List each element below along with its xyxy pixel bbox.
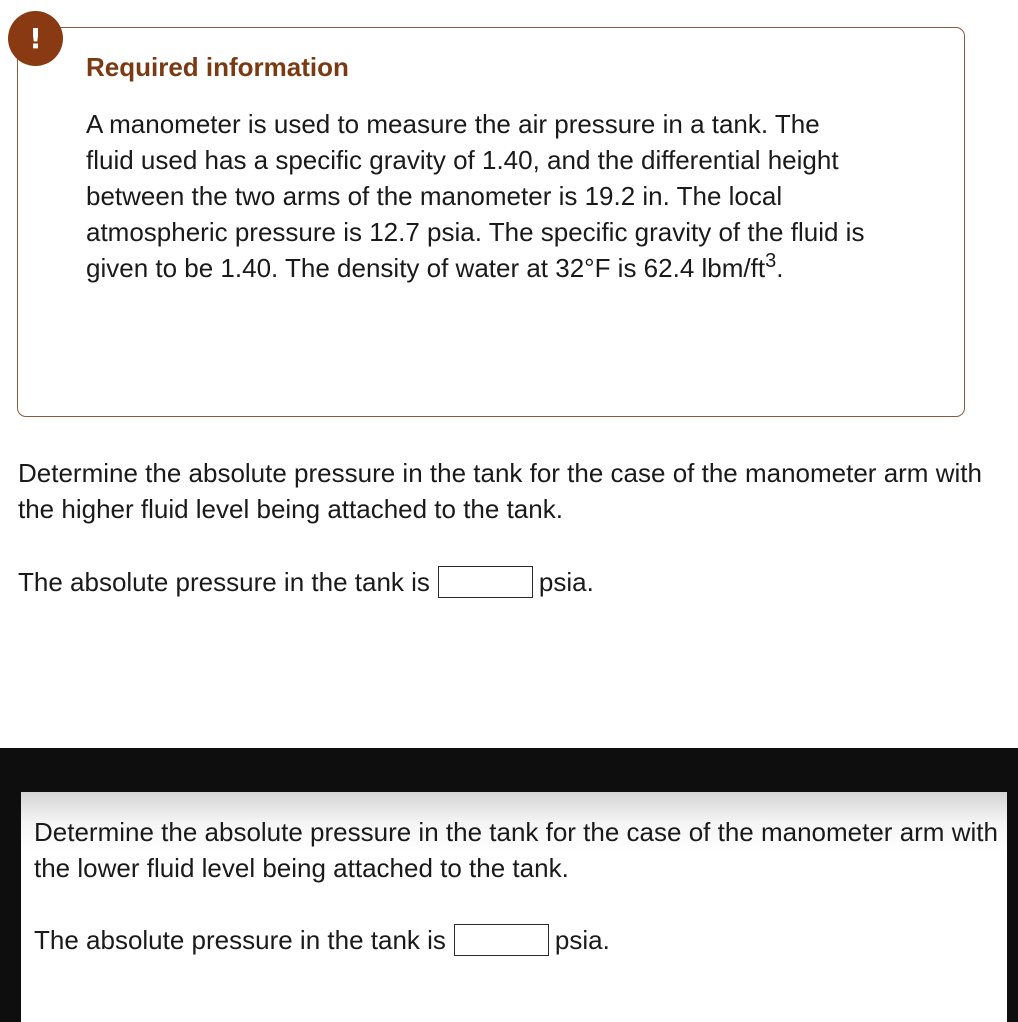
- question-2-answer-row: [34, 922, 610, 958]
- superscript-exponent: 3: [765, 250, 777, 272]
- question-1-answer-input[interactable]: [438, 566, 533, 598]
- question-1-unit: psia.: [538, 567, 594, 597]
- required-information-title: Required information: [86, 52, 349, 82]
- alert-icon: !: [8, 11, 63, 66]
- question-1-answer-label: The absolute pressure in the tank is: [18, 567, 430, 597]
- question-1-answer-row: [18, 564, 594, 600]
- question-2-answer-label: The absolute pressure in the tank is: [34, 925, 446, 955]
- question-2-unit: psia.: [554, 925, 610, 955]
- problem-statement: A manometer is used to measure the air pressure in a tank. The fluid used has a specific gravity of 1.40, and the differential height between the two arms of the manometer is 19.2 in. The local atmospheric pressure is 12.7 psia. The specific gravity of the fluid is given to be 1.40. The density of water at 32°F is 62.4 lbm/ft: [86, 109, 865, 283]
- statement-end: .: [776, 253, 784, 283]
- question-2-answer-input[interactable]: [454, 924, 549, 956]
- question-2-prompt: Determine the absolute pressure in the tank for the case of the manometer arm with the lower fluid level being attached to the tank.: [34, 817, 998, 883]
- required-information-text: [86, 106, 866, 286]
- question-1-prompt: Determine the absolute pressure in the tank for the case of the manometer arm with the higher fluid level being attached to the tank.: [18, 458, 982, 524]
